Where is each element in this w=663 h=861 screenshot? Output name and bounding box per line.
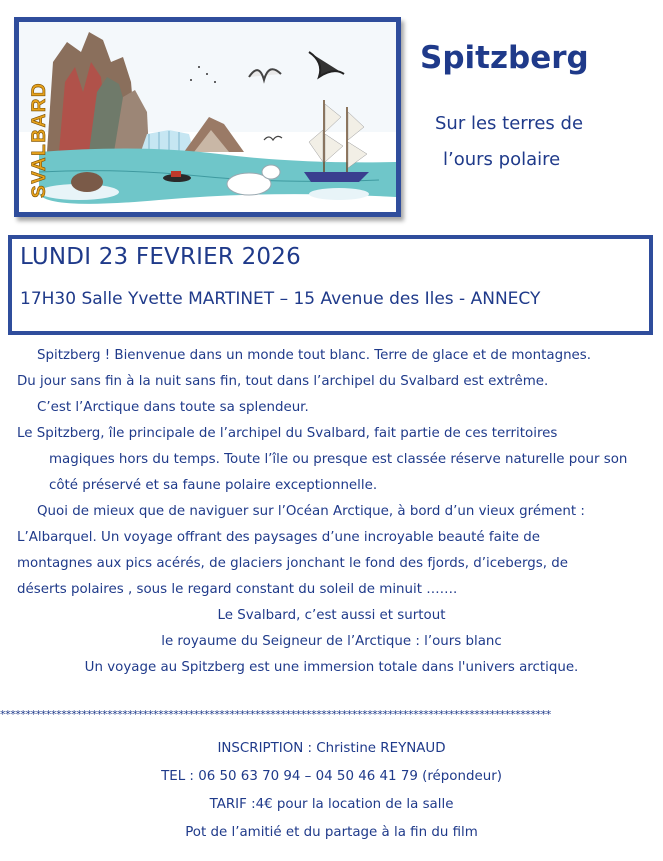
note-text: Pot de l’amitié et du partage à la fin du film: [185, 825, 478, 840]
description-line: montagnes aux pics acérés, de glaciers jonchant le fond des fjords, d’icebergs, de: [17, 556, 569, 571]
description-line: magiques hors du temps. Toute l’île ou presque est classée réserve naturelle pour son: [49, 452, 628, 467]
description-line: L’Albarquel. Un voyage offrant des paysages d’une incroyable beauté faite de: [17, 530, 541, 545]
tarif-text: TARIF :4€ pour la location de la salle: [209, 797, 454, 812]
sailing-ship-shape: [304, 172, 369, 182]
subtitle-line-2: l’ours polaire: [443, 149, 561, 170]
description-line: Un voyage au Spitzberg est une immersion totale dans l'univers arctique.: [84, 660, 579, 675]
event-venue: 17H30 Salle Yvette MARTINET – 15 Avenue des Iles - ANNECY: [20, 289, 541, 309]
event-info-box: [8, 235, 653, 335]
description-line: C’est l’Arctique dans toute sa splendeur.: [37, 400, 309, 415]
description-line: Quoi de mieux que de naviguer sur l’Océan Arctique, à bord d’un vieux grément :: [37, 504, 585, 519]
description-line: côté préservé et sa faune polaire exceptionnelle.: [49, 478, 378, 493]
svalbard-illustration: [14, 17, 401, 217]
event-date: LUNDI 23 FEVRIER 2026: [20, 244, 301, 270]
description-line: déserts polaires , sous le regard constant du soleil de minuit …….: [17, 582, 458, 597]
phone-text: TEL : 06 50 63 70 94 – 04 50 46 41 79 (répondeur): [161, 769, 502, 784]
description-line: Du jour sans fin à la nuit sans fin, tout dans l’archipel du Svalbard est extrême.: [17, 374, 549, 389]
arctic-landscape-drawing: [19, 22, 396, 212]
description-line: Spitzberg ! Bienvenue dans un monde tout blanc. Terre de glace et de montagnes.: [37, 348, 592, 363]
description: [0, 343, 663, 681]
subtitle: [420, 106, 630, 178]
inscription-text: INSCRIPTION : Christine REYNAUD: [217, 741, 446, 756]
subtitle-line-1: Sur les terres de: [435, 113, 584, 134]
description-line: Le Spitzberg, île principale de l’archipel du Svalbard, fait partie de ces territoires: [17, 426, 558, 441]
footer-info: [0, 735, 663, 847]
asterisk-separator: ************************************************************************************************************: [0, 708, 551, 721]
svalbard-label: SVALBARD: [29, 81, 50, 198]
page-title: Spitzberg: [420, 40, 589, 76]
description-line: Le Svalbard, c’est aussi et surtout: [217, 608, 446, 623]
description-line: le royaume du Seigneur de l’Arctique : l’ours blanc: [161, 634, 502, 649]
